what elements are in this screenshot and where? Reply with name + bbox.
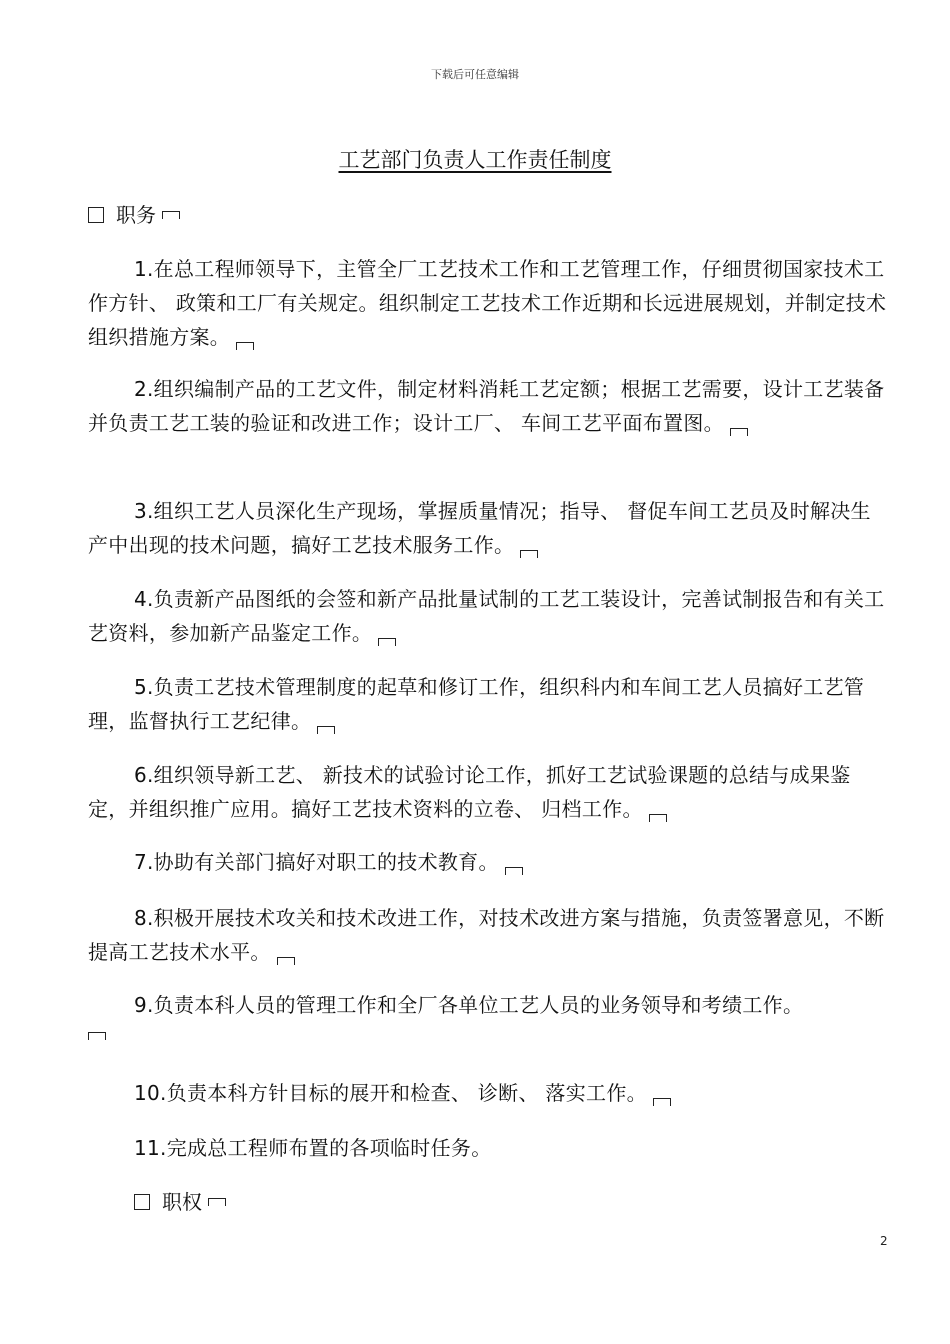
duty-item-9: 9.负责本科人员的管理工作和全厂各单位工艺人员的业务领导和考绩工作。 — [88, 988, 888, 1040]
page-header: 下载后可任意编辑 — [431, 68, 519, 81]
document-title-text: 工艺部门负责人工作责任制度 — [338, 148, 612, 172]
paragraph-mark-icon — [653, 1098, 671, 1106]
duty-item-7: 7.协助有关部门搞好对职工的技术教育。 — [88, 845, 888, 879]
paragraph-mark-icon — [317, 726, 335, 734]
duty-item-8: 8.积极开展技术攻关和技术改进工作，对技术改进方案与措施，负责签署意见，不断提高工艺技术水平。 — [88, 906, 885, 964]
duty-item-6: 6.组织领导新工艺、 新技术的试验讨论工作，抓好工艺试验课题的总结与成果鉴定，并组织推广应用。搞好工艺技术资料的立卷、 归档工作。 — [88, 763, 851, 821]
document-title — [0, 144, 950, 174]
duty-item-5: 5.负责工艺技术管理制度的起草和修订工作，组织科内和车间工艺人员搞好工艺管理，监督执行工艺纪律。 — [88, 675, 865, 733]
paragraph-mark-icon — [208, 1198, 226, 1206]
checkbox-icon — [134, 1194, 150, 1210]
paragraph-mark-icon — [88, 1032, 106, 1040]
paragraph-mark-icon — [277, 957, 295, 965]
duty-item-4: 4.负责新产品图纸的会签和新产品批量试制的工艺工装设计，完善试制报告和有关工艺资料，参加新产品鉴定工作。 — [88, 587, 885, 645]
page-number: 2 — [880, 1234, 888, 1248]
paragraph-mark-icon — [378, 638, 396, 646]
duty-item-1: 1.在总工程师领导下，主管全厂工艺技术工作和工艺管理工作，仔细贯彻国家技术工作方针、 政策和工厂有关规定。组织制定工艺技术工作近期和长远进展规划，并制定技术组织措施方案。 — [88, 257, 887, 349]
section-duties-label: 职务 — [116, 203, 156, 227]
paragraph-mark-icon — [730, 428, 748, 436]
duty-item-2: 2.组织编制产品的工艺文件，制定材料消耗工艺定额；根据工艺需要，设计工艺装备并负责工艺工装的验证和改进工作；设计工厂、 车间工艺平面布置图。 — [88, 377, 885, 435]
section-authority — [134, 1188, 226, 1216]
duty-item-11: 11.完成总工程师布置的各项临时任务。 — [134, 1136, 492, 1160]
section-authority-label: 职权 — [162, 1190, 202, 1214]
duty-item-3: 3.组织工艺人员深化生产现场，掌握质量情况；指导、 督促车间工艺员及时解决生产中出现的技术问题，搞好工艺技术服务工作。 — [88, 499, 871, 557]
paragraph-mark-icon — [236, 342, 254, 350]
paragraph-mark-icon — [649, 814, 667, 822]
section-duties — [88, 201, 180, 229]
paragraph-mark-icon — [162, 211, 180, 219]
paragraph-mark-icon — [520, 550, 538, 558]
checkbox-icon — [88, 207, 104, 223]
duty-item-10: 10.负责本科方针目标的展开和检查、 诊断、 落实工作。 — [88, 1076, 888, 1110]
paragraph-mark-icon — [505, 867, 523, 875]
